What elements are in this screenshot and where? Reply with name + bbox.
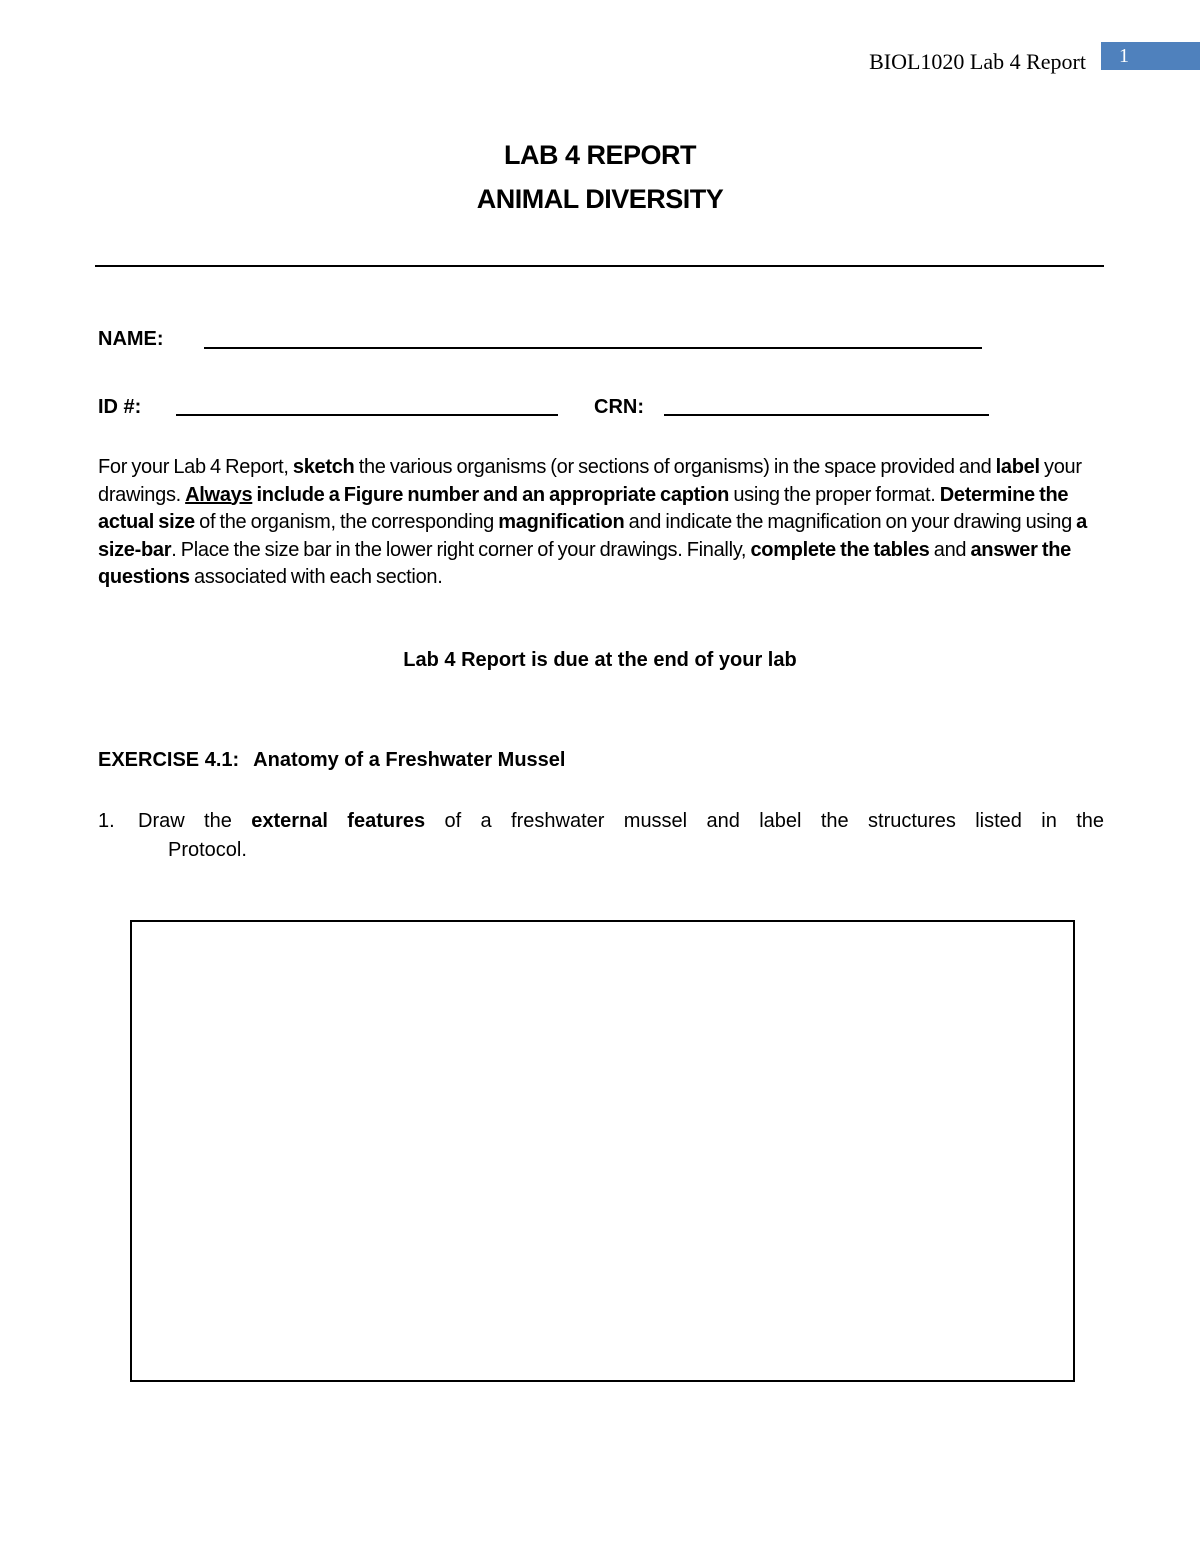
exercise-title: Anatomy of a Freshwater Mussel [253,749,566,771]
instructions-emphasis: complete the tables [750,538,930,561]
instructions-emphasis: label [995,456,1040,478]
question-text: Draw the [138,810,252,832]
question-text-continued: Protocol. [168,839,247,861]
name-field[interactable] [204,347,982,349]
instructions-underline: Always [185,483,253,506]
title-divider [95,265,1104,267]
name-label: NAME: [98,328,164,350]
id-label: ID #: [98,396,142,418]
instructions-emphasis: magnification [498,511,625,533]
due-note: Lab 4 Report is due at the end of your lab [403,649,797,671]
instructions-emphasis: answer the questions [98,538,1071,588]
report-subtitle: ANIMAL DIVERSITY [476,184,724,214]
instructions-text: For your Lab 4 Report, [98,456,293,478]
instructions-text: of the organism, the corresponding [194,511,499,533]
instructions-text: your drawings. [98,456,1082,506]
instructions-text: associated with each section. [189,566,443,588]
id-field[interactable] [176,414,558,416]
drawing-area[interactable] [130,920,1075,1382]
instructions-text: and indicate the magnification on your drawing using [624,511,1077,533]
instructions-paragraph [98,454,1104,592]
instructions-emphasis: sketch [292,456,355,478]
question-line [138,807,1104,836]
crn-label: CRN: [594,396,644,418]
exercise-label: EXERCISE 4.1: [98,749,240,771]
instructions-emphasis: Determine the actual size [98,483,1069,533]
instructions-emphasis: a size-bar [98,511,1087,561]
question-1 [98,807,1104,865]
instructions-emphasis: include a Figure number and an appropriate caption [252,483,730,506]
page-number: 1 [1119,45,1129,67]
instructions-text: the various organisms (or sections of organisms) in the space provided and [354,456,996,478]
exercise-heading [98,748,565,772]
instructions-text: and [929,538,971,561]
question-number: 1. [98,810,115,832]
question-emphasis: external features [251,810,426,832]
instructions-text: using the proper format. [729,483,940,506]
page-number-tab [1101,42,1200,70]
report-title: LAB 4 REPORT [503,140,697,170]
instructions-text: . Place the size bar in the lower right corner of your drawings. Finally, [171,538,751,561]
crn-field[interactable] [664,414,989,416]
running-title: BIOL1020 Lab 4 Report [869,49,1086,74]
question-text: of a freshwater mussel and label the structures listed in the [425,810,1105,832]
